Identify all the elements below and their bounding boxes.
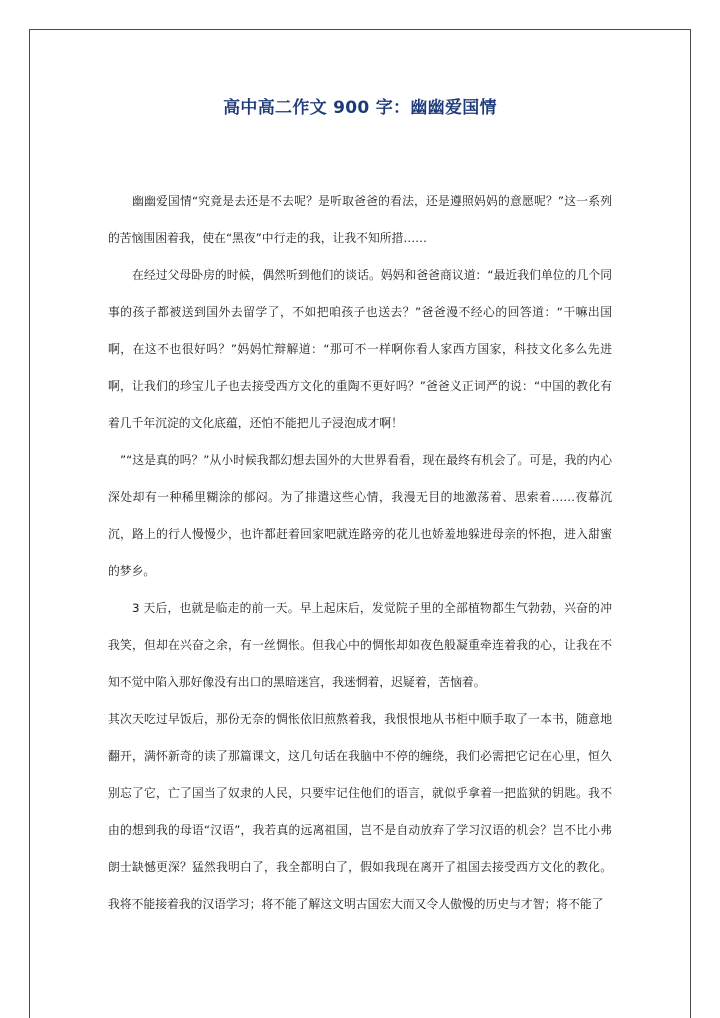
paragraph-3: ”“这是真的吗？”从小时候我都幻想去国外的大世界看看，现在最终有机会了。可是，我的内心深处却有一种稀里糊涂的郁闷。为了排遣这些心情，我漫无目的地激荡着、思索着……夜幕沉沉，路上的行人慢慢少，也许都赶着回家吧就连路旁的花儿也娇羞地躲进母亲的怀抱，进入甜蜜的梦乡。 [108, 453, 612, 578]
paragraph-4: 3 天后，也就是临走的前一天。早上起床后，发觉院子里的全部植物都生气勃勃，兴奋的冲我笑，但却在兴奋之余，有一丝惆怅。但我心中的惆怅却如夜色般凝重牵连着我的心，让我在不知不觉中陷入那好像没有出口的黑暗迷宫，我迷惘着，迟疑着，苦恼着。 [108, 601, 612, 689]
essay-body [108, 183, 612, 923]
paragraph-2: 在经过父母卧房的时候，偶然听到他们的谈话。妈妈和爸爸商议道：“最近我们单位的几个同事的孩子都被送到国外去留学了，不如把咱孩子也送去？”爸爸漫不经心的回答道：“干嘛出国啊，在这不也很好吗？”妈妈忙辩解道：“那可不一样啊你看人家西方国家，科技文化多么先进啊，让我们的珍宝儿子也去接受西方文化的重陶不更好吗？”爸爸义正词严的说：“中国的教化有着几千年沉淀的文化底蕴，还怕不能把儿子浸泡成才啊！ [108, 268, 612, 430]
paragraph-1: 幽幽爱国情“究竟是去还是不去呢？是听取爸爸的看法，还是遵照妈妈的意愿呢？”这一系列的苦恼围困着我，使在“黑夜”中行走的我，让我不知所措…… [108, 194, 612, 245]
page-title: 高中高二作文 900 字：幽幽爱国情 [223, 98, 497, 118]
paragraph-5: 其次天吃过早饭后，那份无奈的惆怅依旧煎熬着我，我恨恨地从书柜中顺手取了一本书，随意地翻开，满怀新奇的读了那篇课文，这几句话在我脑中不停的缠绕，我们必需把它记在心里，恒久别忘了它，亡了国当了奴隶的人民，只要牢记住他们的语言，就似乎拿着一把监狱的钥匙。我不由的想到我的母语“汉语”，我若真的远离祖国，岂不是自动放弃了学习汉语的机会？岂不比小弗朗士缺憾更深？猛然我明白了，我全都明白了，假如我现在离开了祖国去接受西方文化的教化。我将不能接着我的汉语学习；将不能了解这文明古国宏大而又令人傲慢的历史与才智；将不能了 [108, 712, 612, 911]
